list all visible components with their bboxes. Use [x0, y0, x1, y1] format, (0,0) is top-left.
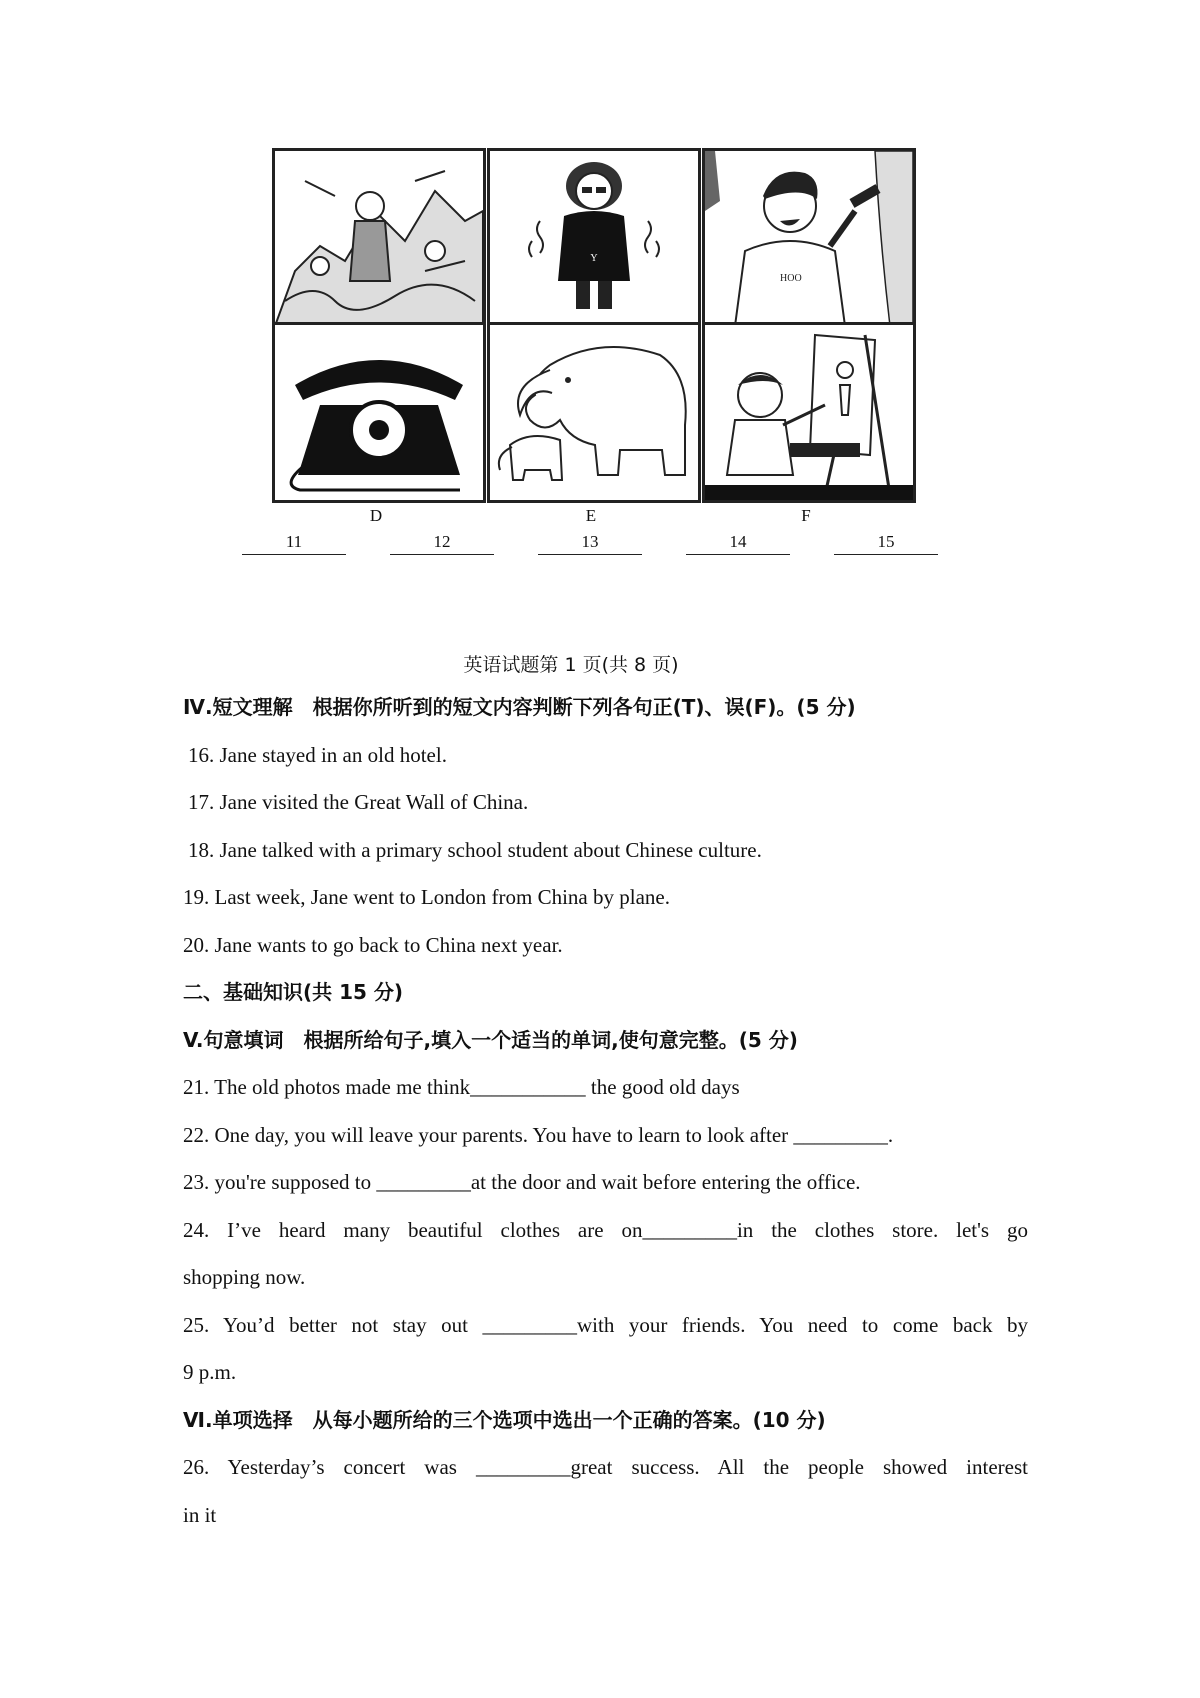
answer-blank-13[interactable]: [538, 532, 642, 555]
picture-e-elephants-image: [487, 322, 701, 503]
answer-blank-14[interactable]: [686, 532, 790, 555]
question-17: 17. Jane visited the Great Wall of China.: [188, 790, 529, 814]
question-24-line-1: 24. I’ve heard many beautiful clothes are on_________in the clothes store. let's go: [183, 1218, 1028, 1242]
answer-blank-15[interactable]: [834, 532, 938, 555]
answer-blank-number: 12: [433, 532, 451, 551]
picture-d-telephone-image: [272, 322, 486, 503]
page-footer: 英语试题第 1 页(共 8 页): [463, 654, 679, 676]
section-6-heading: Ⅵ.单项选择 从每小题所给的三个选项中选出一个正确的答案。(10 分): [183, 1408, 826, 1432]
svg-text:Y: Y: [590, 253, 598, 264]
question-20: 20. Jane wants to go back to China next year.: [183, 933, 563, 957]
picture-b-cold-person-image: [487, 148, 701, 329]
answer-blank-number: 11: [285, 532, 303, 551]
picture-f-painting-girl-image: [702, 322, 916, 503]
question-26-line-1: 26. Yesterday’s concert was _________great success. All the people showed interest: [183, 1455, 1028, 1479]
answer-blank-number: 14: [729, 532, 747, 551]
question-23: 23. you're supposed to _________at the door and wait before entering the office.: [183, 1170, 861, 1194]
section-5-heading: V.句意填词 根据所给句子,填入一个适当的单词,使句意完整。(5 分): [183, 1028, 798, 1052]
part-2-heading: 二、基础知识(共 15 分): [183, 980, 404, 1004]
question-16: 16. Jane stayed in an old hotel.: [188, 743, 447, 767]
question-19: 19. Last week, Jane went to London from China by plane.: [183, 885, 670, 909]
svg-text:HOO: HOO: [780, 273, 802, 284]
question-18: 18. Jane talked with a primary school student about Chinese culture.: [188, 838, 762, 862]
picture-label-d: D: [369, 506, 383, 525]
picture-label-f: F: [801, 506, 811, 525]
question-21: 21. The old photos made me think___________ the good old days: [183, 1075, 740, 1099]
answer-blank-11[interactable]: [242, 532, 346, 555]
answer-blank-number: 13: [581, 532, 599, 551]
question-26-line-2: in it: [183, 1503, 217, 1527]
answer-blank-12[interactable]: [390, 532, 494, 555]
picture-matching-panel: [260, 140, 1000, 580]
question-22: 22. One day, you will leave your parents. You have to learn to look after _________.: [183, 1123, 894, 1147]
question-25-line-2: 9 p.m.: [183, 1360, 237, 1384]
picture-a-mountain-image: [272, 148, 486, 329]
picture-label-e: E: [585, 506, 597, 525]
picture-c-singing-boy-image: [702, 148, 916, 329]
answer-blank-number: 15: [877, 532, 895, 551]
question-24-line-2: shopping now.: [183, 1265, 306, 1289]
question-25-line-1: 25. You’d better not stay out _________with your friends. You need to come back by: [183, 1313, 1028, 1337]
section-4-heading: Ⅳ.短文理解 根据你所听到的短文内容判断下列各句正(T)、误(F)。(5 分): [183, 695, 856, 719]
